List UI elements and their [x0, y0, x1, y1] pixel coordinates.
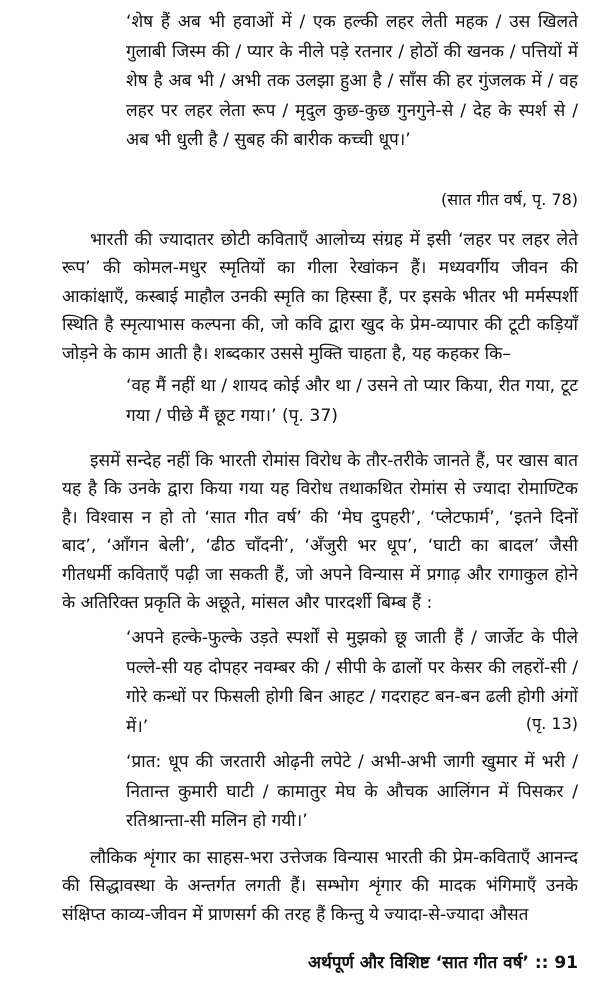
poem-quote-1-text: ‘शेष हैं अब भी हवाओं में / एक हल्की लहर लेती महक / उस खिलते गुलाबी जिस्म की / प्यार के नीले पड़े रतनार / होठों की खनक / पत्तियों में शेष है अब भी / अभी तक उलझा हुआ है / साँस की हर गुंजलक में / वह लहर पर लहर लेता रूप / मृदुल कुछ-कुछ गुनगुने-से / देह के स्पर्श से / अब भी धुली है / सुबह की बारीक कच्ची धूप।’ [126, 12, 579, 150]
poem-quote-4-text: ‘प्रात: धूप की जरतारी ओढ़नी लपेटे / अभी-अभी जागी खुमार में भरी / नितान्त कुमारी घाटी / कामातुर मेघ के औचक आलिंगन में पिसकर / रतिश्रान्ता-सी मलिन हो गयी।’ [126, 752, 578, 831]
paragraph-3-text: लौकिक शृंगार का साहस-भरा उत्तेजक विन्यास भारती की प्रेम-कविताएँ आनन्द की सिद्धावस्था के अन्तर्गत लगती हैं। सम्भोग शृंगार की मादक भंगिमाएँ उनके संक्षिप्त काव्य-जीवन में प्राणसर्ग की तरह हैं किन्तु ये ज्यादा-से-ज्यादा औसत [62, 848, 578, 925]
paragraph-1-text: भारती की ज्यादातर छोटी कविताएँ आलोच्य संग्रह में इसी ‘लहर पर लहर लेते रूप’ की कोमल-मधुर स्मृतियों का गीला रेखांकन हैं। मध्यवर्गीय जीवन की आकांक्षाएँ, कस्बाई माहौल उनकी स्मृति का हिस्सा हैं, पर इसके भीतर भी मर्मस्पर्शी स्थिति है स्मृत्याभास कल्पना की, जो कवि द्वारा खुद के प्रेम-व्यापार की टूटी कड़ियाँ जोड़ने के काम आती है। शब्दकार उससे मुक्ति चाहता है, यह कहकर कि– [62, 230, 578, 364]
paragraph-3 [62, 844, 578, 929]
poem-quote-3-text: ‘अपने हल्के-फुल्के उड़ते स्पर्शों से मुझको छू जाती हैं / जार्जेट के पीले पल्ले-सी यह दोपहर नवम्बर की / सीपी के ढालों पर केसर की लहरों-सी / गोरे कन्धों पर फिसली होगी बिन आहट / गदराहट बन-बन ढली होगी अंगों में।’ [126, 628, 578, 737]
page-footer: अर्थपूर्ण और विशिष्ट ‘सात गीत वर्ष’ :: 91 [307, 953, 578, 973]
citation-2: (पृ. 37) [282, 405, 338, 426]
poem-quote-2-wrap [126, 372, 578, 431]
poem-quote-2 [126, 372, 578, 431]
citation-3: (पृ. 13) [525, 714, 578, 733]
poem-quote-2-text: ‘वह मैं नहीं था / शायद कोई और था / उसने तो प्यार किया, रीत गया, टूट गया / पीछे मैं छूट गया।’ [126, 376, 578, 426]
poem-quote-3 [126, 624, 578, 742]
citation-1: (सात गीत वर्ष, पृ. 78) [441, 190, 578, 209]
poem-quote-1 [126, 8, 578, 156]
paragraph-2-text: इसमें सन्देह नहीं कि भारती रोमांस विरोध के तौर-तरीके जानते हैं, पर खास बात यह है कि उनके द्वारा किया गया यह विरोध तथाकथित रोमांस से ज्यादा रोमाण्टिक है। विश्वास न हो तो ‘सात गीत वर्ष’ की ‘मेघ दुपहरी’, ‘प्लेटफार्म’, ‘इतने दिनों बाद’, ‘आँगन बेली’, ‘ढीठ चाँदनी’, ‘अँजुरी भर धूप’, ‘घाटी का बादल’ जैसी गीतधर्मी कविताएँ पढ़ी जा सकती हैं, जो अपने विन्यास में प्रगाढ़ और रागाकुल होने के अतिरिक्त प्रकृति के अछूते, मांसल और पारदर्शी बिम्ब हैं : [62, 451, 578, 614]
paragraph-2 [62, 447, 578, 617]
paragraph-1 [62, 226, 578, 368]
poem-quote-4 [126, 748, 578, 837]
